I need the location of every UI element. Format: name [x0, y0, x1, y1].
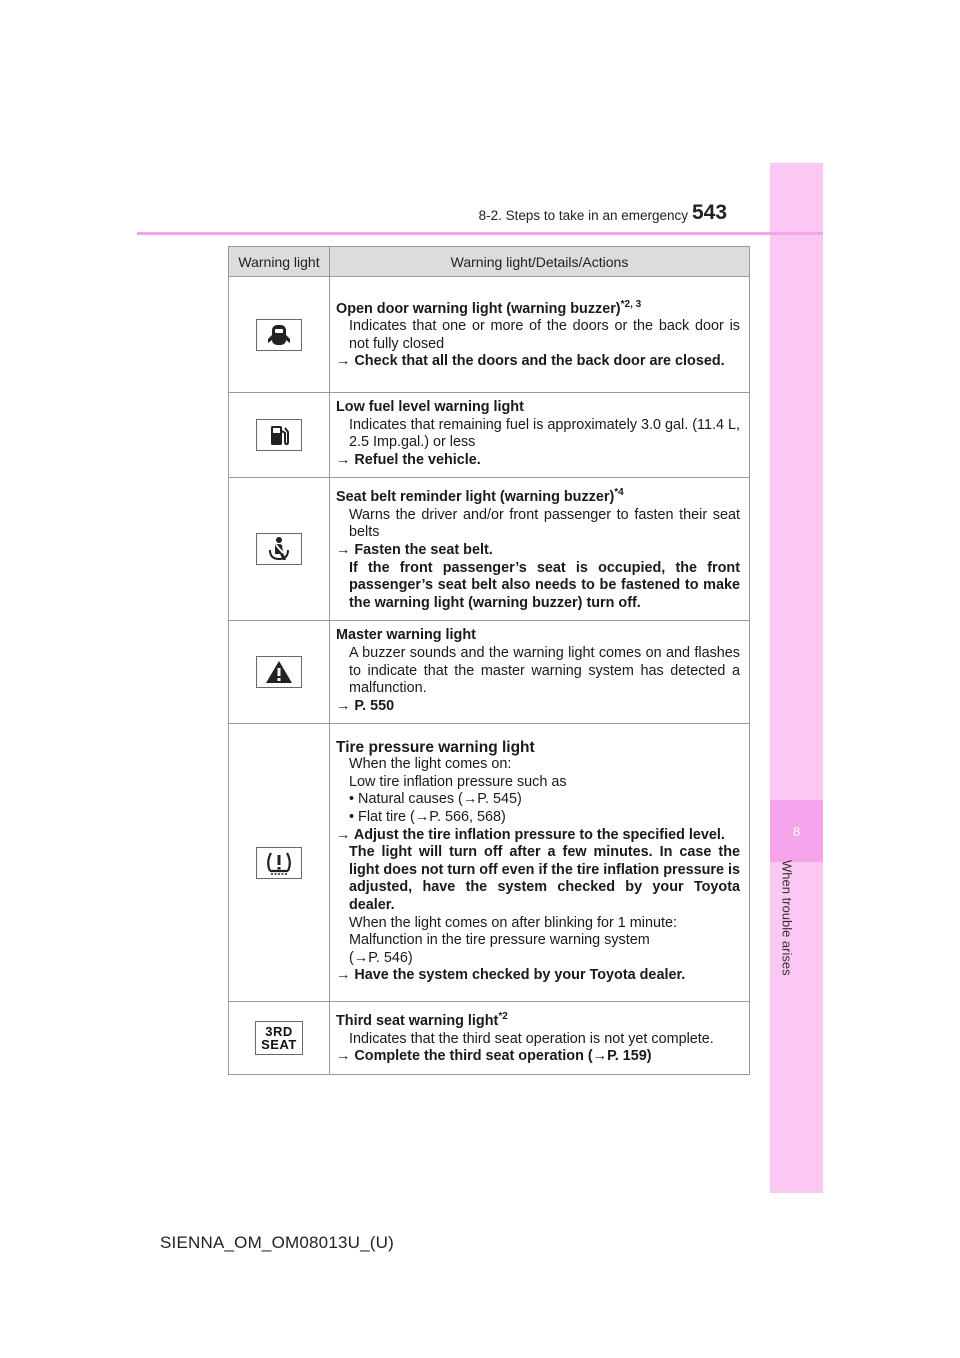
table-row — [229, 724, 750, 1002]
row-description: Warns the driver and/or front passenger to fasten their seat belts — [349, 506, 740, 541]
column-header-details: Warning light/Details/Actions — [330, 247, 750, 277]
table-row — [229, 277, 750, 393]
row-title: Open door warning light (warning buzzer)$^{*2, 3}$ — [336, 298, 642, 317]
row-action: → Refuel the vehicle. — [336, 451, 481, 468]
list-item: • Natural causes (→P. 545) — [349, 791, 522, 808]
table-row — [229, 621, 750, 724]
row-line: (→P. 546) — [349, 949, 413, 966]
details-cell — [330, 277, 750, 393]
table-header-row — [229, 247, 750, 277]
column-header-warning-light: Warning light — [229, 247, 330, 277]
row-description: Indicates that one or more of the doors or the back door is not fully closed — [349, 318, 740, 352]
details-cell — [330, 478, 750, 621]
table-row — [229, 1002, 750, 1075]
footer-doc-id: SIENNA_OM_OM08013U_(U) — [160, 1233, 394, 1252]
header-rule — [137, 232, 823, 235]
row-line: Low tire inflation pressure such as — [349, 773, 567, 790]
details-cell — [330, 1002, 750, 1075]
open-door-icon — [256, 319, 302, 351]
row-action: → Adjust the tire inflation pressure to the specified level. — [336, 826, 725, 843]
row-title: Third seat warning light$^{*2}$ — [336, 1011, 508, 1030]
icon-cell — [229, 1002, 330, 1075]
details-cell — [330, 393, 750, 478]
page-number: 543 — [692, 201, 728, 224]
icon-cell — [229, 621, 330, 724]
side-tab-number: 8 — [770, 800, 823, 862]
row-action-note: The light will turn off after a few minutes. In case the light does not turn off even if the tire inflation pressure is adjusted, have the system checked by your Toyota dealer. — [349, 844, 740, 913]
row-action-note: If the front passenger’s seat is occupied, the front passenger’s seat belt also needs to be fastened to make the warning light (warning buzzer) turn off. — [349, 559, 740, 611]
row-action: → Complete the third seat operation (→P. 159) — [336, 1048, 652, 1065]
row-line: Malfunction in the tire pressure warning system — [349, 932, 650, 949]
icon-cell — [229, 478, 330, 621]
row-line: When the light comes on: — [349, 756, 512, 773]
master-warning-icon — [256, 656, 302, 688]
header-section-title: 8-2. Steps to take in an emergency — [478, 208, 688, 223]
warning-light-table — [228, 246, 750, 1075]
row-action: → P. 550 — [336, 697, 395, 714]
third-seat-icon — [255, 1021, 303, 1055]
row-description: Indicates that remaining fuel is approximately 3.0 gal. (11.4 L, 2.5 Imp.gal.) or less — [349, 416, 740, 451]
list-item: • Flat tire (→P. 566, 568) — [349, 809, 506, 826]
row-description: Indicates that the third seat operation is not yet complete. — [349, 1030, 714, 1047]
row-action: → Check that all the doors and the back door are closed. — [336, 353, 725, 370]
row-action: → Have the system checked by your Toyota dealer. — [336, 967, 686, 984]
table-row — [229, 478, 750, 621]
third-seat-icon-text: SEAT — [261, 1037, 297, 1053]
details-cell — [330, 621, 750, 724]
icon-cell — [229, 393, 330, 478]
seat-belt-icon — [256, 533, 302, 565]
details-cell — [330, 724, 750, 1002]
row-title: Master warning light — [336, 627, 476, 644]
side-tab-label: When trouble arises — [779, 860, 795, 976]
row-line: When the light comes on after blinking for 1 minute: — [349, 914, 677, 931]
icon-cell — [229, 277, 330, 393]
table-row — [229, 393, 750, 478]
icon-cell — [229, 724, 330, 1002]
side-tab-strip — [770, 163, 823, 1193]
fuel-pump-icon — [256, 419, 302, 451]
row-title: Tire pressure warning light — [336, 738, 535, 756]
third-seat-icon-text: 3RD — [265, 1024, 293, 1040]
row-action: → Fasten the seat belt. — [336, 541, 493, 558]
row-description: A buzzer sounds and the warning light comes on and flashes to indicate that the master warning system has detected a malfunction. — [349, 644, 740, 697]
tire-pressure-icon — [256, 847, 302, 879]
row-title: Seat belt reminder light (warning buzzer)$^{*4}$ — [336, 487, 624, 506]
row-title: Low fuel level warning light — [336, 399, 524, 415]
